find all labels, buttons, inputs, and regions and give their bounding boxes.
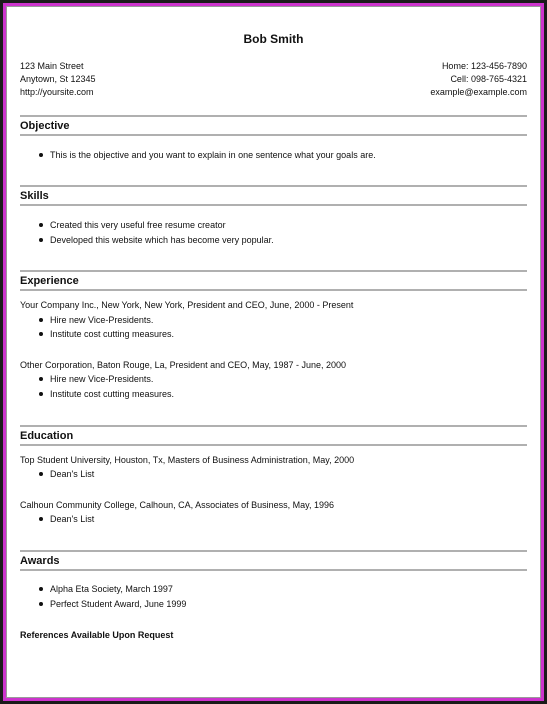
list-item-text: Dean's List bbox=[50, 514, 95, 524]
section-title: Skills bbox=[20, 190, 49, 202]
bullet-icon bbox=[39, 602, 43, 606]
bullet-icon bbox=[39, 392, 43, 396]
cell-phone: Cell: 098-765-4321 bbox=[450, 74, 527, 84]
email-link[interactable]: example@example.com bbox=[430, 87, 527, 97]
bullet-icon bbox=[39, 332, 43, 336]
list-item-text: Hire new Vice-Presidents. bbox=[50, 374, 154, 384]
section-title: Awards bbox=[20, 555, 60, 567]
list-item bbox=[39, 514, 94, 524]
list-item-text: Alpha Eta Society, March 1997 bbox=[50, 584, 173, 594]
bullet-icon bbox=[39, 223, 43, 227]
list-item-text: Developed this website which has become very popular. bbox=[50, 235, 274, 245]
bullet-icon bbox=[39, 377, 43, 381]
list-item-text: Perfect Student Award, June 1999 bbox=[50, 599, 187, 609]
list-item bbox=[39, 220, 226, 230]
address-line-2: Anytown, St 12345 bbox=[20, 74, 96, 84]
list-item bbox=[39, 315, 153, 325]
list-item bbox=[39, 599, 186, 609]
job-heading: Your Company Inc., New York, New York, President and CEO, June, 2000 - Present bbox=[20, 300, 354, 310]
school-heading: Top Student University, Houston, Tx, Masters of Business Administration, May, 2000 bbox=[20, 455, 355, 465]
section-title: Education bbox=[20, 430, 74, 442]
contact-phone-block bbox=[430, 60, 527, 99]
bullet-icon bbox=[39, 318, 43, 322]
list-item bbox=[39, 469, 94, 479]
address-line-1: 123 Main Street bbox=[20, 61, 84, 71]
list-item bbox=[39, 150, 376, 160]
bullet-icon bbox=[39, 238, 43, 242]
contact-address-block bbox=[20, 60, 96, 99]
resume-name: Bob Smith bbox=[243, 32, 304, 46]
bullet-icon bbox=[39, 153, 43, 157]
job-heading: Other Corporation, Baton Rouge, La, President and CEO, May, 1987 - June, 2000 bbox=[20, 360, 347, 370]
list-item bbox=[39, 374, 153, 384]
list-item bbox=[39, 329, 174, 339]
list-item bbox=[39, 389, 174, 399]
list-item-text: Institute cost cutting measures. bbox=[50, 329, 175, 339]
bullet-icon bbox=[39, 587, 43, 591]
list-item bbox=[39, 235, 274, 245]
home-phone: Home: 123-456-7890 bbox=[441, 61, 527, 71]
bullet-icon bbox=[39, 517, 43, 521]
section-awards bbox=[20, 550, 527, 571]
list-item-text: This is the objective and you want to explain in one sentence what your goals are. bbox=[50, 150, 376, 160]
section-experience bbox=[20, 270, 527, 291]
section-education bbox=[20, 425, 527, 446]
references-note: References Available Upon Request bbox=[20, 630, 174, 640]
school-heading: Calhoun Community College, Calhoun, CA, Associates of Business, May, 1996 bbox=[20, 500, 334, 510]
list-item bbox=[39, 584, 173, 594]
section-title: Objective bbox=[20, 120, 70, 132]
list-item-text: Institute cost cutting measures. bbox=[50, 389, 175, 399]
section-title: Experience bbox=[20, 275, 79, 287]
bullet-icon bbox=[39, 472, 43, 476]
resume-page bbox=[6, 6, 541, 698]
list-item-text: Dean's List bbox=[50, 469, 95, 479]
list-item-text: Hire new Vice-Presidents. bbox=[50, 315, 154, 325]
website-link[interactable]: http://yoursite.com bbox=[20, 87, 94, 97]
section-objective bbox=[20, 115, 527, 136]
section-skills bbox=[20, 185, 527, 206]
list-item-text: Created this very useful free resume creator bbox=[50, 220, 226, 230]
